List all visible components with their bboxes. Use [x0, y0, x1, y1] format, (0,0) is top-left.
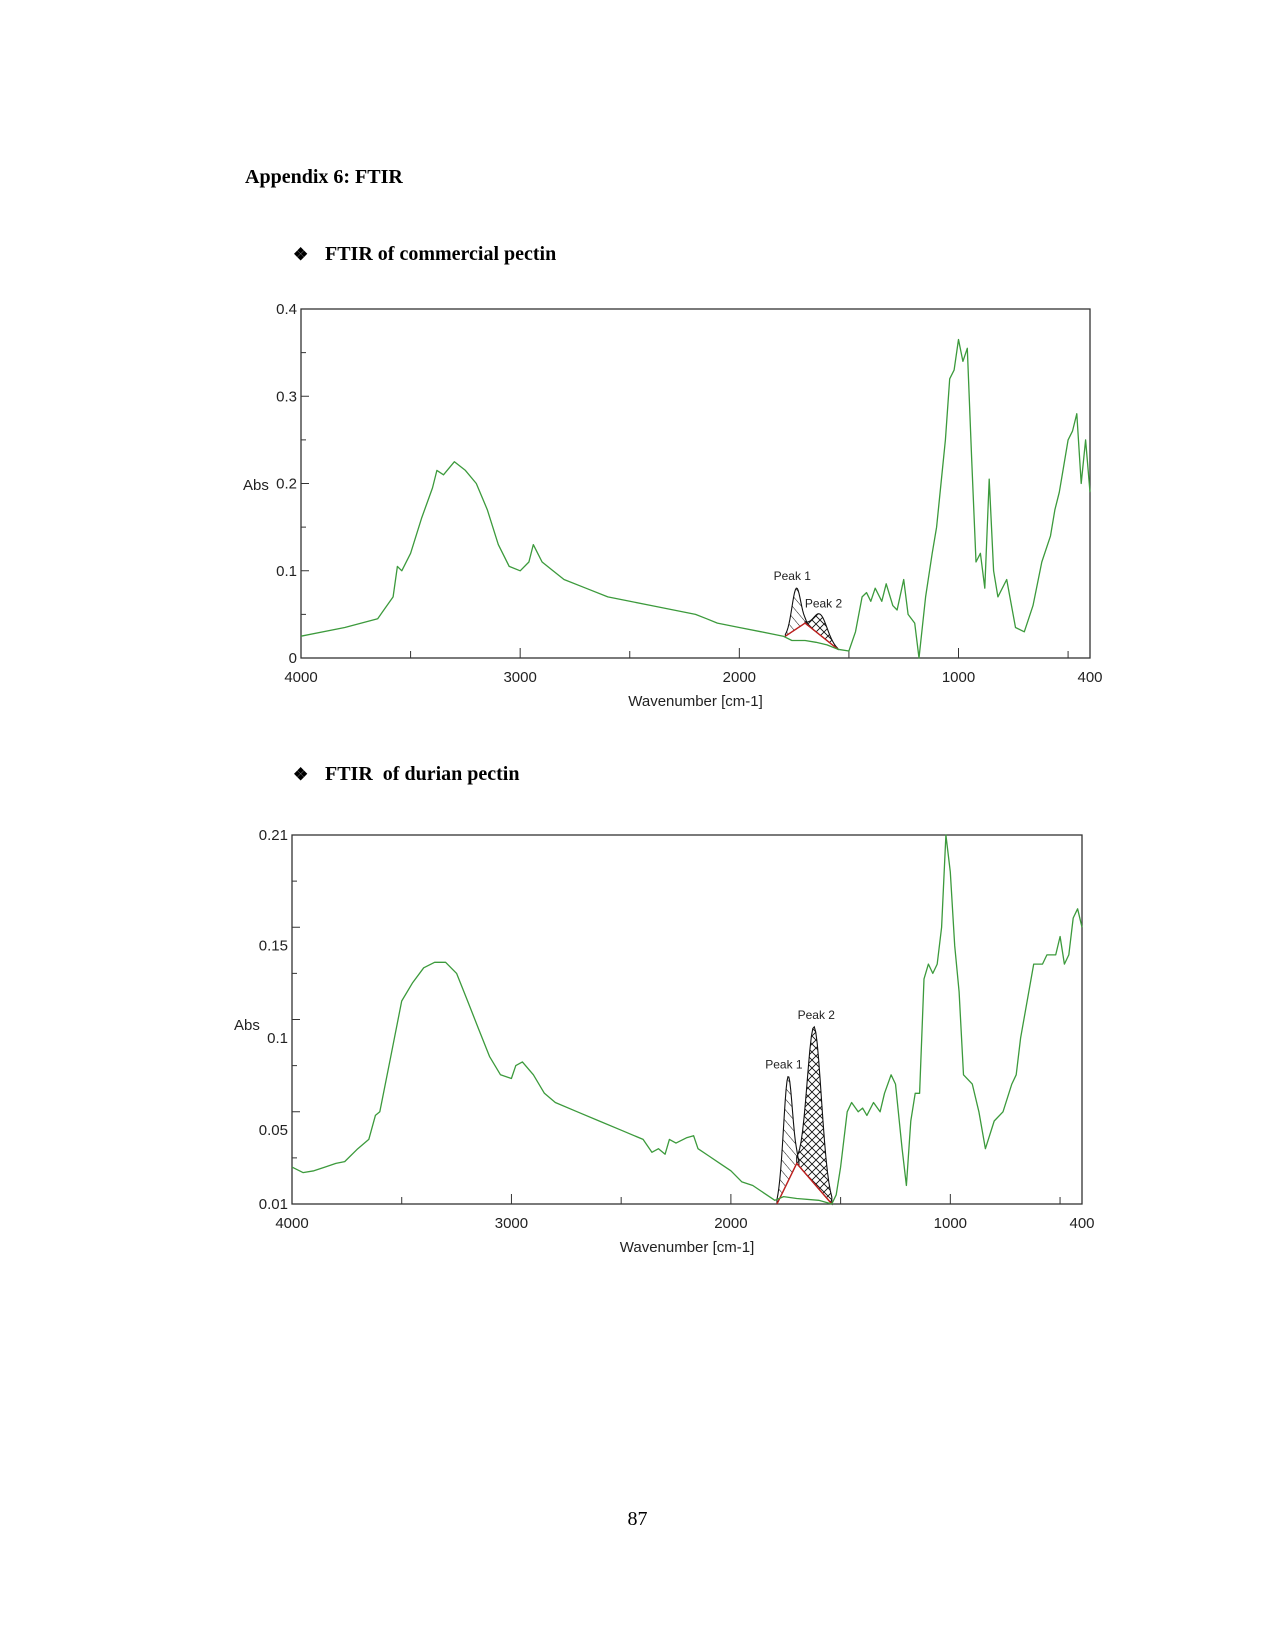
x-tick-label: 3000: [503, 669, 537, 686]
spectrum-line: [292, 835, 1082, 1204]
diamond-bullet-icon: ❖: [293, 765, 309, 784]
appendix-title: Appendix 6: FTIR: [245, 166, 403, 188]
peak-area-2: [797, 1027, 832, 1204]
peak-label: Peak 2: [797, 1007, 835, 1022]
x-tick-label: 1000: [941, 669, 976, 686]
y-tick-label: 0.3: [276, 388, 297, 406]
y-tick-label: 0.01: [258, 1196, 288, 1213]
y-axis-label: Abs: [234, 1017, 260, 1034]
chart-commercial-pectin: [243, 301, 1103, 710]
x-tick-label: 2000: [722, 669, 757, 686]
spectrum-line: [301, 340, 1090, 659]
peak-area-1: [777, 1077, 799, 1204]
chart-durian-pectin: [234, 827, 1095, 1256]
plot-frame: [301, 309, 1090, 658]
section-heading-text: FTIR of commercial pectin: [325, 243, 557, 265]
y-tick-label: 0.05: [258, 1122, 288, 1140]
y-tick-label: 0.1: [276, 562, 297, 580]
peak-label: Peak 1: [765, 1057, 803, 1072]
y-tick-label: 0.2: [276, 475, 297, 493]
x-tick-label: 400: [1077, 669, 1103, 686]
x-tick-label: 2000: [714, 1215, 748, 1232]
x-tick-label: 400: [1069, 1215, 1095, 1232]
y-tick-label: 0.4: [276, 301, 297, 318]
x-tick-label: 1000: [933, 1215, 968, 1232]
x-tick-label: 4000: [275, 1215, 309, 1232]
diamond-bullet-icon: ❖: [293, 245, 309, 264]
y-axis-label: Abs: [243, 477, 269, 494]
y-tick-label: 0.15: [258, 937, 288, 955]
peak-label: Peak 2: [804, 596, 843, 611]
page-number: 87: [627, 1508, 648, 1530]
plot-frame: [292, 835, 1082, 1204]
x-axis-label: Wavenumber [cm-1]: [619, 1239, 755, 1256]
x-tick-label: 4000: [284, 669, 318, 686]
y-tick-label: 0.1: [267, 1029, 288, 1047]
section-heading-text: FTIR of durian pectin: [325, 763, 520, 785]
y-tick-label: 0: [288, 650, 297, 667]
x-axis-label: Wavenumber [cm-1]: [628, 693, 763, 710]
x-tick-label: 3000: [494, 1215, 529, 1232]
y-tick-label: 0.21: [258, 827, 288, 844]
peak-label: Peak 1: [773, 569, 811, 584]
